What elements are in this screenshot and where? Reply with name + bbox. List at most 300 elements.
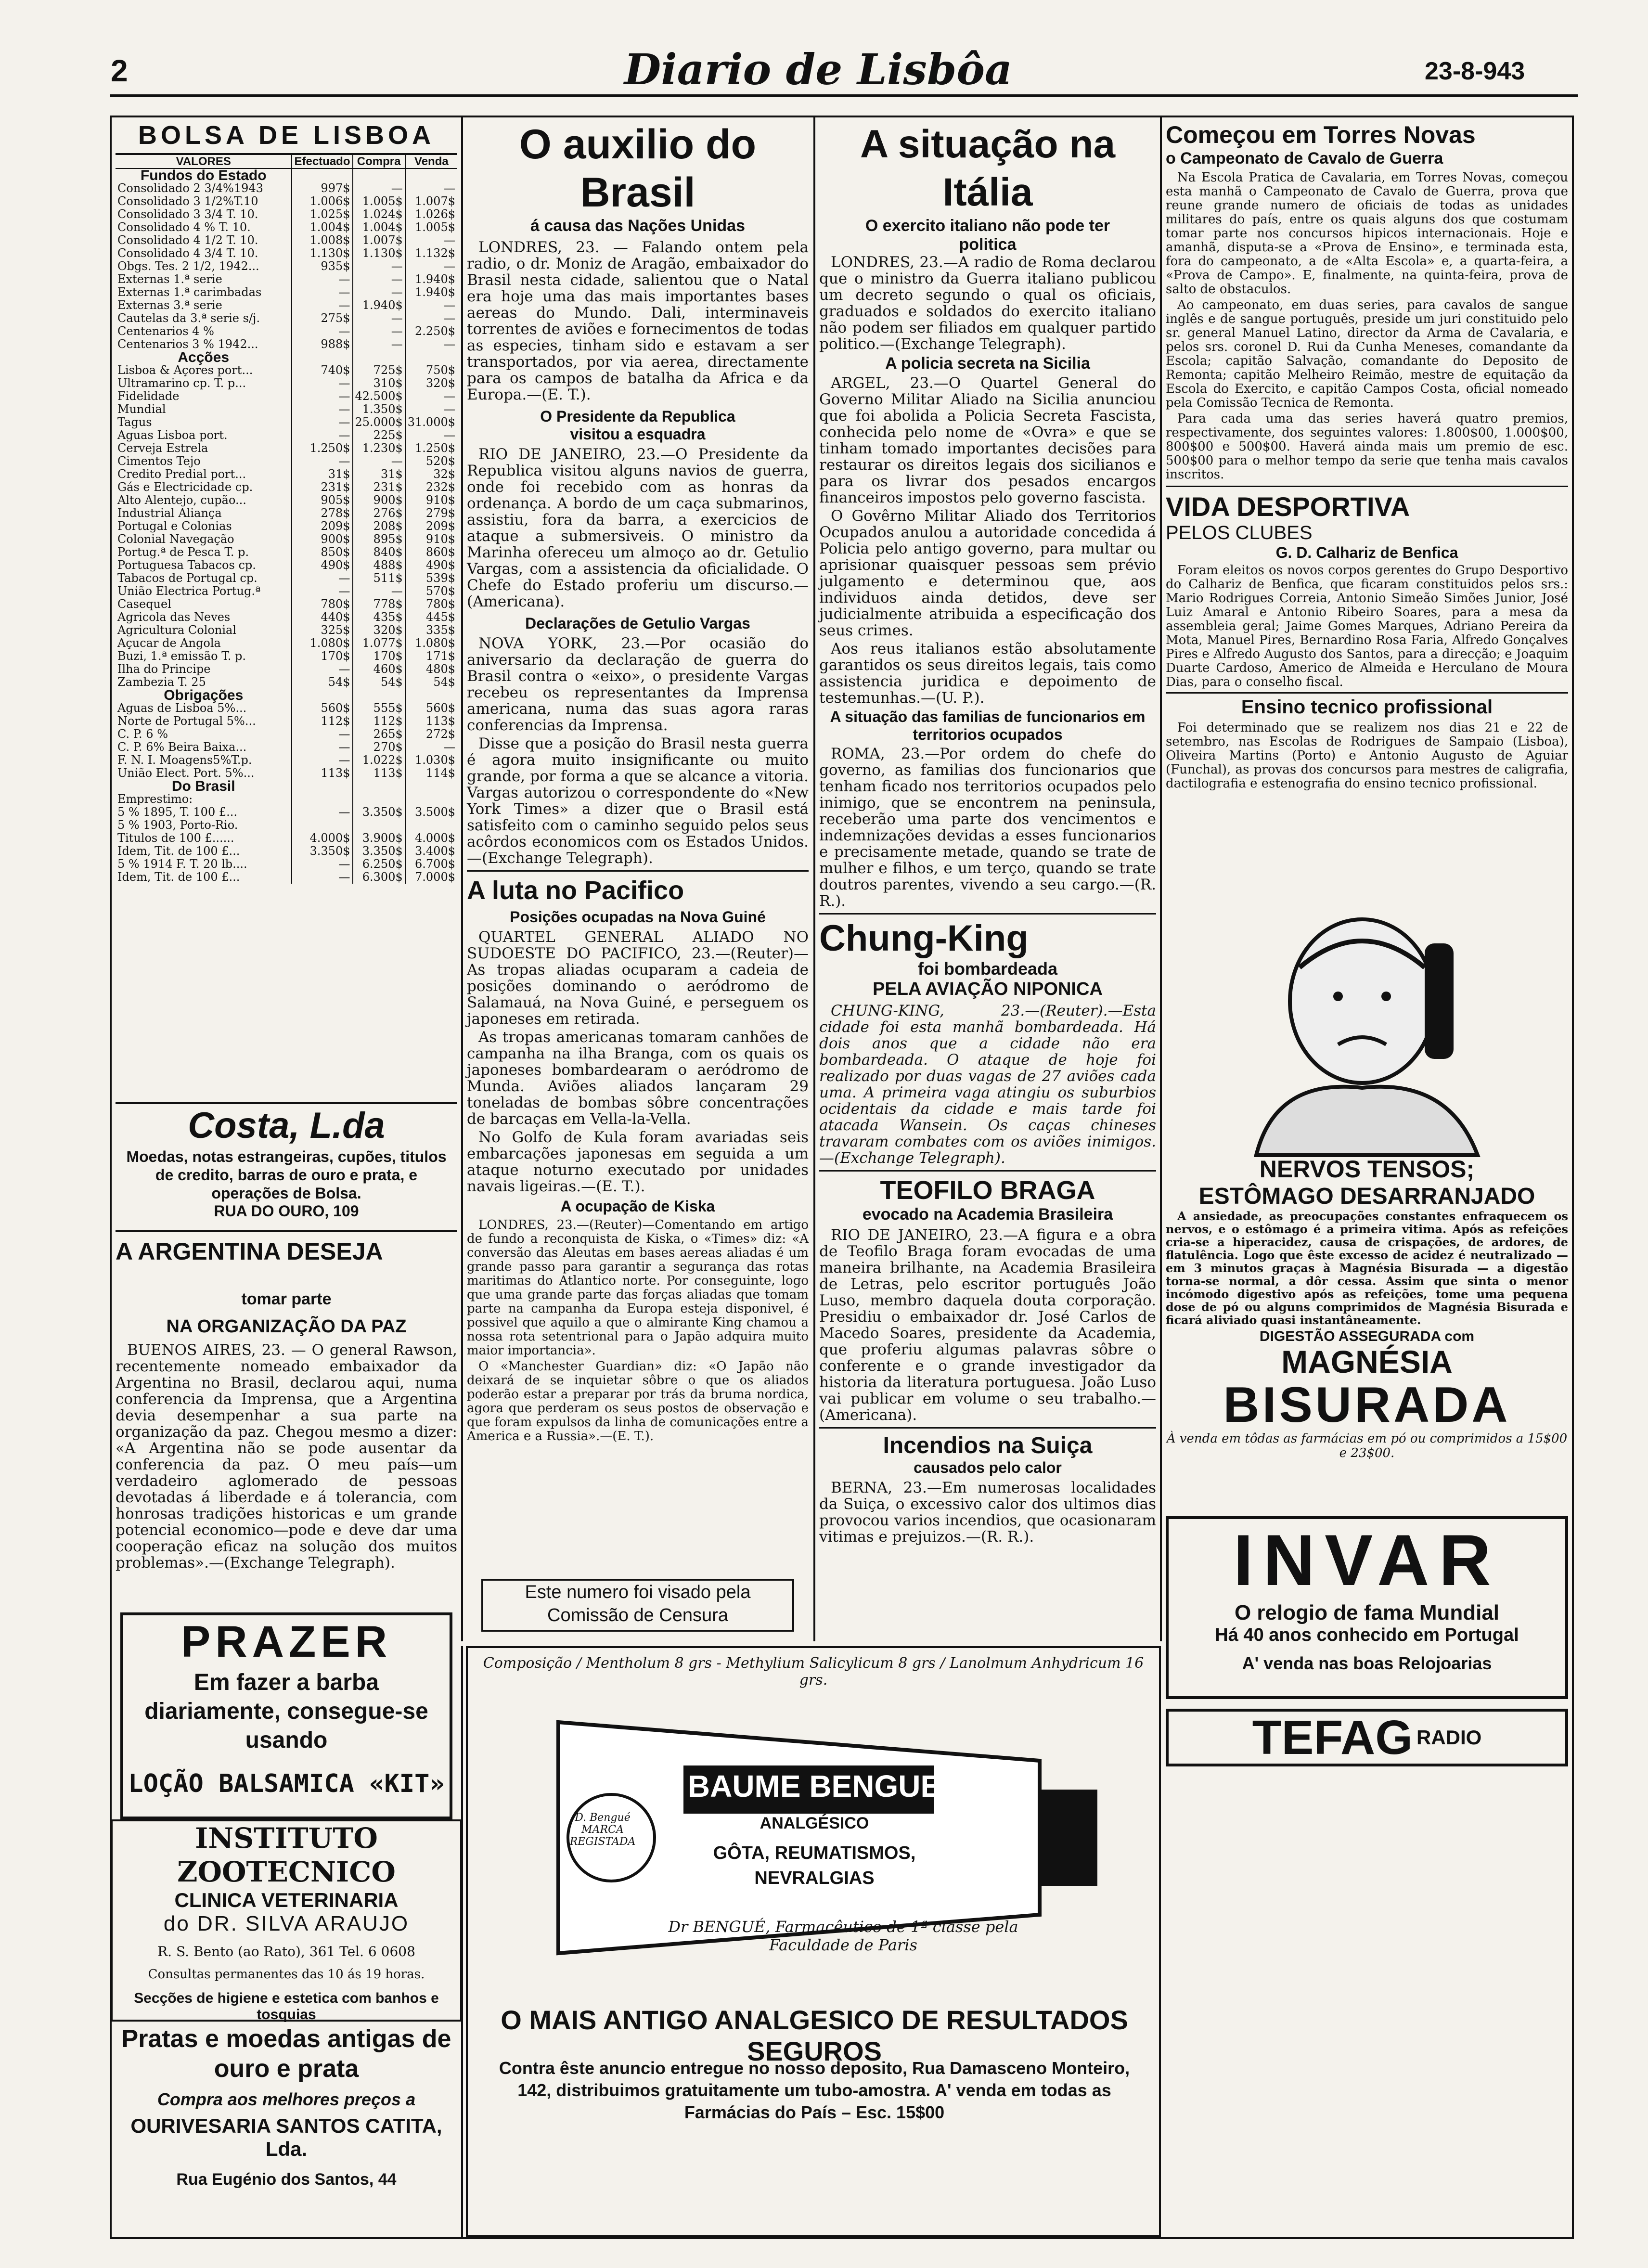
argentina-sub1: tomar parte bbox=[241, 1290, 332, 1308]
costa-name: Costa, L.da bbox=[188, 1105, 385, 1146]
table-row bbox=[116, 676, 457, 689]
table-row bbox=[116, 663, 457, 676]
table-row bbox=[116, 442, 457, 455]
bolsa-price-cell: 31.000$ bbox=[405, 416, 457, 429]
pacifico-body2: As tropas americanas tomaram canhões de campanha na ilha Branga, com os quais os japoneses bombardearam o aeródromo de Munda. Aviões aliados lançaram 29 toneladas de bombas sôbre concentrações de barcaças em Vella-la-Vella. bbox=[467, 1029, 809, 1128]
illustration-head bbox=[1290, 919, 1434, 1083]
presidente-title: O Presidente da Republica bbox=[540, 408, 735, 425]
bolsa-price-cell: 7.000$ bbox=[405, 871, 457, 884]
table-row bbox=[116, 182, 457, 195]
table-row bbox=[116, 234, 457, 247]
italia-title: A situação na Itália bbox=[860, 122, 1116, 214]
table-row bbox=[116, 715, 457, 728]
censura-box bbox=[481, 1579, 794, 1632]
bolsa-price-cell: 910$ bbox=[405, 494, 457, 507]
brasil-subtitle: á causa das Nações Unidas bbox=[530, 217, 745, 235]
table-row bbox=[116, 377, 457, 390]
table-row bbox=[116, 546, 457, 559]
argentina-body: BUENOS AIRES, 23. — O general Rawson, recentemente nomeado embaixador da Argentina no Brasil, declarou aqui, numa conferencia da Imprensa, que a Argentina devia desempenhar a sua parte na organização da paz. Chegou mesmo a dizer: «A Argentina não se pode ausentar da conferencia da paz. O meu país—um verdadeiro aglomerado de pessoas devotadas á liberdade e á tolerancia, com honrosas tradições historicas e um grande potencial economico—pode e deve dar uma cooperação eficaz na solução dos muitos problemas».—(Exchange Telegraph). bbox=[116, 1341, 457, 1572]
bolsa-price-cell: 1.005$ bbox=[405, 221, 457, 234]
desportiva-sub2: G. D. Calhariz de Benfica bbox=[1275, 544, 1458, 561]
bolsa-stock-name: União Electrica Portug.ª bbox=[117, 584, 261, 598]
bolsa-price-cell: 1.006$ bbox=[292, 195, 352, 208]
bolsa-price-cell: 1.025$ bbox=[292, 208, 352, 221]
bolsa-price-cell: 209$ bbox=[292, 520, 352, 533]
bolsa-stock-name: F. N. I. Moagens5%T.p. bbox=[117, 753, 252, 767]
chungking-rule bbox=[819, 913, 1156, 915]
bolsa-price-cell: 113$ bbox=[405, 715, 457, 728]
table-row bbox=[116, 754, 457, 767]
bolsa-price-cell: 320$ bbox=[353, 624, 405, 637]
kiska-title: A ocupação de Kiska bbox=[560, 1198, 715, 1215]
bolsa-price-cell: 310$ bbox=[353, 377, 405, 390]
bisurada-brand2: BISURADA bbox=[1223, 1377, 1511, 1433]
bolsa-price-cell: 1.080$ bbox=[405, 637, 457, 650]
invar-ad bbox=[1166, 1516, 1568, 1699]
tefag-ad bbox=[1166, 1709, 1568, 1766]
bolsa-price-cell bbox=[353, 793, 405, 806]
bolsa-price-cell: 6.250$ bbox=[353, 858, 405, 871]
bolsa-stock-name: Titulos de 100 £...... bbox=[117, 831, 234, 845]
bolsa-table bbox=[116, 155, 457, 884]
teofilo-body: RIO DE JANEIRO, 23.—A figura e a obra de Teofilo Braga foram evocadas de uma maneira brilhante, na Academia Brasileira de Letras, pelo escritor português João Luso, membro daquela douta corporação. Presidiu o embaixador dr. José Carlos de Macedo Soares, presidente da Academia, que proferiu algumas palavras sôbre o conferente e o grande investigador da historia da literatura portuguesa. João Luso vai publicar em volume o seu trabalho.—(Americana). bbox=[819, 1226, 1156, 1424]
bolsa-price-cell: 490$ bbox=[292, 559, 352, 572]
instituto-title: INSTITUTO ZOOTECNICO bbox=[177, 1822, 396, 1888]
bolsa-price-cell: 32$ bbox=[405, 468, 457, 481]
bolsa-price-cell: 209$ bbox=[405, 520, 457, 533]
table-row bbox=[116, 858, 457, 871]
bolsa-price-cell: 1.940$ bbox=[353, 299, 405, 312]
bolsa-price-cell: — bbox=[292, 429, 352, 442]
prazer-product: LOÇÃO BALSAMICA «KIT» bbox=[128, 1769, 445, 1798]
bolsa-price-cell: 112$ bbox=[292, 715, 352, 728]
telephone-icon bbox=[1425, 943, 1454, 1059]
col-rule-1 bbox=[461, 116, 463, 1641]
bolsa-price-cell: — bbox=[292, 377, 352, 390]
bisurada-ad bbox=[1166, 905, 1568, 1511]
bolsa-price-cell: 113$ bbox=[292, 767, 352, 780]
bolsa-stock-name: Consolidado 4 3/4 T. 10. bbox=[117, 246, 258, 260]
table-row bbox=[116, 468, 457, 481]
bolsa-price-cell: 1.022$ bbox=[353, 754, 405, 767]
bolsa-price-cell: 740$ bbox=[292, 364, 352, 377]
bolsa-stock-name: 5 % 1895, T. 100 £... bbox=[117, 805, 237, 819]
bengue-composition: Composição / Mentholum 8 grs - Methylium Salicylicum 8 grs / Lanolmum Anhydricum 16 grs. bbox=[483, 1655, 1144, 1688]
bolsa-price-cell: 490$ bbox=[405, 559, 457, 572]
costa-address: RUA DO OURO, 109 bbox=[214, 1202, 359, 1220]
table-row bbox=[116, 208, 457, 221]
table-row bbox=[116, 559, 457, 572]
bolsa-price-cell: 270$ bbox=[353, 741, 405, 754]
bolsa-price-cell: 750$ bbox=[405, 364, 457, 377]
bolsa-stock-name: Alto Alentejo, cupão... bbox=[117, 493, 246, 507]
bengue-body: Contra êste anuncio entregue no nosso deposito, Rua Damasceno Monteiro, 142, distribuimos gratuitamente um tubo-amostra. A' venda em todas as Farmácias do País – Esc. 15$00 bbox=[499, 2058, 1130, 2122]
tefag-suffix: RADIO bbox=[1416, 1726, 1482, 1749]
bolsa-price-cell: 1.080$ bbox=[292, 637, 352, 650]
bolsa-empty-cell bbox=[405, 689, 457, 702]
pacifico-subtitle: Posições ocupadas na Nova Guiné bbox=[510, 908, 766, 926]
chungking-title: Chung-King bbox=[819, 918, 1029, 959]
invar-line1: O relogio de fama Mundial bbox=[1234, 1601, 1500, 1624]
bolsa-price-cell: 1.077$ bbox=[353, 637, 405, 650]
bolsa-price-cell: — bbox=[405, 299, 457, 312]
bolsa-price-cell: — bbox=[292, 754, 352, 767]
table-row bbox=[116, 325, 457, 338]
costa-ad bbox=[116, 1102, 457, 1232]
bolsa-stock-name: Cerveja Estrela bbox=[117, 441, 208, 455]
bengue-seal: D. Bengué MARCA REGISTADA bbox=[569, 1812, 636, 1848]
bolsa-section-name: Acções bbox=[178, 349, 230, 365]
desportiva-sub1: PELOS CLUBES bbox=[1166, 522, 1313, 543]
bolsa-price-cell: 555$ bbox=[353, 702, 405, 715]
tube-cap bbox=[1040, 1790, 1097, 1886]
argentina-sub2: NA ORGANIZAÇÃO DA PAZ bbox=[166, 1316, 407, 1337]
table-row bbox=[116, 273, 457, 286]
chungking-body: CHUNG-KING, 23.—(Reuter).—Esta cidade foi esta manhã bombardeada. Há dois anos que a cidade não era bombardeada. O ataque de hoje foi realizado por duas vagas de 27 aviões cada uma. A primeira vaga atingiu os suburbios ocidentais da cidade e mais tarde foi atacada Wansein. Os caças chineses travaram combates com os aviões inimigos.—(Exchange Telegraph). bbox=[819, 1002, 1156, 1167]
bisurada-headline2: ESTÔMAGO DESARRANJADO bbox=[1198, 1184, 1535, 1209]
table-row bbox=[116, 845, 457, 858]
bolsa-price-cell: — bbox=[405, 429, 457, 442]
sicilia-body2: O Govêrno Militar Aliado dos Territorios Ocupados anulou a autoridade concedida á Policia pelo antigo governo, para multar ou aprisionar quaisquer pessoas sem prévio julgamento e determinou que, aos individuos ainda detidos, deve ser judicialmente atribuida a especificação dos seus crimes. bbox=[819, 507, 1156, 639]
italia-body: LONDRES, 23.—A radio de Roma declarou que o ministro da Guerra italiano publicou um decreto segundo o qual os oficiais, graduados e soldados do exercito italiano não podem ser filiados em qualquer partido politico.—(Exchange Telegraph). bbox=[819, 254, 1156, 353]
tefag-brand: TEFAG bbox=[1252, 1710, 1413, 1765]
col-rule-2 bbox=[813, 116, 815, 1641]
bolsa-price-cell: 231$ bbox=[353, 481, 405, 494]
bolsa-price-cell: — bbox=[292, 299, 352, 312]
bolsa-price-cell: 3.350$ bbox=[353, 845, 405, 858]
pratas-title: Pratas e moedas antigas de ouro e prata bbox=[121, 2025, 451, 2083]
bolsa-price-cell: 113$ bbox=[353, 767, 405, 780]
bolsa-stock-name: Tabacos de Portugal cp. bbox=[117, 571, 258, 585]
bolsa-price-cell: — bbox=[353, 182, 405, 195]
bolsa-stock-name: Externas 1.ª carimbadas bbox=[117, 285, 262, 299]
bolsa-price-cell: — bbox=[405, 403, 457, 416]
bolsa-price-cell: — bbox=[405, 312, 457, 325]
bolsa-price-cell bbox=[292, 793, 352, 806]
argentina-title: A ARGENTINA DESEJA bbox=[116, 1238, 383, 1265]
bolsa-price-cell: 480$ bbox=[405, 663, 457, 676]
bolsa-title: BOLSA DE LISBOA bbox=[116, 120, 457, 155]
invar-line2: Há 40 anos conhecido em Portugal bbox=[1215, 1625, 1519, 1645]
bolsa-empty-cell bbox=[353, 780, 405, 793]
bolsa-price-cell: 1.008$ bbox=[292, 234, 352, 247]
bengue-maker: Dr BENGUÉ, Farmacêutico de 1ª classe pela Faculdade de Paris bbox=[668, 1918, 1018, 1954]
pratas-ad bbox=[111, 2024, 462, 2236]
bolsa-stock-name: Açucar de Angola bbox=[117, 636, 221, 650]
bolsa-stock-name: Credito Predial port... bbox=[117, 467, 246, 481]
bolsa-price-cell: 31$ bbox=[353, 468, 405, 481]
bolsa-price-cell: 1.130$ bbox=[353, 247, 405, 260]
bengue-headline: O MAIS ANTIGO ANALGESICO DE RESULTADOS SEGUROS bbox=[501, 2005, 1128, 2066]
bolsa-price-cell: — bbox=[353, 260, 405, 273]
bengue-ad bbox=[466, 1646, 1161, 2237]
bolsa-price-cell: 1.940$ bbox=[405, 273, 457, 286]
chungking-sub2: PELA AVIAÇÃO NIPONICA bbox=[873, 979, 1103, 999]
bolsa-price-cell: 3.500$ bbox=[405, 806, 457, 819]
bolsa-stock-name: Idem, Tit. de 100 £... bbox=[117, 870, 240, 884]
bolsa-price-cell: 335$ bbox=[405, 624, 457, 637]
bolsa-price-cell: — bbox=[353, 585, 405, 598]
bolsa-section-name: Obrigações bbox=[164, 687, 244, 703]
bolsa-price-cell bbox=[353, 819, 405, 832]
bolsa-stock-name: Idem, Tit. de 100 £... bbox=[117, 844, 240, 858]
column-4 bbox=[1166, 120, 1568, 900]
kiska-body2: O «Manchester Guardian» diz: «O Japão não deixará de se inquietar sôbre o que os aliados poderão estar a preparar por trás da bruma nordica, agora que perderam os seus postos de observação e que foram expulsos da linha de comunicações entre a America e a Russia».—(E. T.). bbox=[467, 1359, 809, 1443]
prazer-title: PRAZER bbox=[180, 1617, 392, 1666]
bolsa-price-cell: 780$ bbox=[405, 598, 457, 611]
bolsa-stock-name: Mundial bbox=[117, 402, 166, 416]
instituto-doctor: do DR. SILVA ARAUJO bbox=[163, 1912, 410, 1935]
torres-title: Começou em Torres Novas bbox=[1166, 121, 1476, 148]
bisurada-body: A ansiedade, as preocupações constantes enfraquecem os nervos, e o estômago é a primeira vitima. Após as refeições cria-se a hiperacidez, causa de crispações, de ardores, de flatulência. Logo que êste excesso de acidez é neutralizado — em 3 minutos graças à Magnésia Bisurada — a digestão torna-se normal, a dôr cessa. Assim que sinta o menor incómodo digestivo após as refeições, tome uma pequena dose de pó ou alguns comprimidos de Magnésia Bisurada e ficará aliviado quasi instantâneamente. bbox=[1166, 1209, 1568, 1327]
bolsa-price-cell: — bbox=[292, 390, 352, 403]
bolsa-price-cell: — bbox=[405, 390, 457, 403]
ensino-title: Ensino tecnico profissional bbox=[1166, 692, 1568, 718]
bolsa-stock-name: União Elect. Port. 5%... bbox=[117, 766, 255, 780]
column-2 bbox=[467, 120, 809, 1641]
bolsa-price-cell: 520$ bbox=[405, 455, 457, 468]
bolsa-empty-cell bbox=[353, 168, 405, 182]
bolsa-stock-name: Consolidado 4 1/2 T. 10. bbox=[117, 233, 258, 247]
pacifico-body1: QUARTEL GENERAL ALIADO NO SUDOESTE DO PACIFICO, 23.—(Reuter)—As tropas aliadas ocuparam a cadeia de posições dominando o aeródromo de Salamauá, na Nova Guiné, e perseguem os japoneses em retirada. bbox=[467, 928, 809, 1028]
col-compra: Compra bbox=[353, 155, 405, 168]
table-row bbox=[116, 403, 457, 416]
bolsa-stock-name: Portuguesa Tabacos cp. bbox=[117, 558, 256, 572]
bolsa-price-cell: 778$ bbox=[353, 598, 405, 611]
costa-text: Moedas, notas estrangeiras, cupões, titulos de credito, barras de ouro e prata, e operações de Bolsa. bbox=[126, 1148, 447, 1202]
bolsa-price-cell bbox=[405, 793, 457, 806]
bolsa-section-header bbox=[116, 780, 457, 793]
table-row bbox=[116, 507, 457, 520]
bolsa-price-cell: 320$ bbox=[405, 377, 457, 390]
table-row bbox=[116, 611, 457, 624]
bolsa-empty-cell bbox=[292, 168, 352, 182]
bolsa-stock-name: Aguas Lisboa port. bbox=[117, 428, 228, 442]
pratas-line: Compra aos melhores preços a bbox=[157, 2089, 416, 2109]
bolsa-price-cell: 54$ bbox=[292, 676, 352, 689]
bolsa-stock-name: Obgs. Tes. 2 1/2, 1942... bbox=[117, 259, 259, 273]
bisurada-footer: À venda em tôdas as farmácias em pó ou comprimidos a 15$00 e 23$00. bbox=[1166, 1431, 1568, 1460]
teofilo-title: TEOFILO BRAGA bbox=[880, 1176, 1095, 1205]
bolsa-price-cell: 112$ bbox=[353, 715, 405, 728]
bolsa-stock-name: Externas 1.ª serie bbox=[117, 272, 222, 286]
bolsa-stock-name: Centenarios 4 % bbox=[117, 324, 214, 338]
bolsa-price-cell: 1.350$ bbox=[353, 403, 405, 416]
bolsa-price-cell: 275$ bbox=[292, 312, 352, 325]
bolsa-price-cell: — bbox=[292, 741, 352, 754]
bolsa-price-cell: 4.000$ bbox=[405, 832, 457, 845]
bolsa-price-cell: 440$ bbox=[292, 611, 352, 624]
pratas-shop: OURIVESARIA SANTOS CATITA, Lda. bbox=[130, 2114, 442, 2160]
bolsa-section-header bbox=[116, 168, 457, 182]
col-valores: VALORES bbox=[116, 155, 292, 168]
desportiva-body: Foram eleitos os novos corpos gerentes do Grupo Desportivo do Calhariz de Benfica, que ficaram constituidos pelos srs.: Mario Rodrigues Correia, Antonio Simeão Simões Junior, José Luiz Amaral e Antonio Ribeiro Soares, para a mesa da assembleia geral; Jaime Gomes Marques, Adriano Pereira da Mota, Manuel Pires, Bernardino Rosa Faria, Alfredo Gonçalves Pires e Alfredo Augusto dos Santos, para a direcção; e Joaquim Duarte Cardoso, Americo de Almeida e Herculano de Moura Dias, para o conselho fiscal. bbox=[1166, 563, 1568, 689]
bolsa-price-cell: — bbox=[292, 273, 352, 286]
table-row bbox=[116, 637, 457, 650]
bolsa-stock-name: Ilha do Principe bbox=[117, 662, 211, 676]
bolsa-price-cell: 54$ bbox=[405, 676, 457, 689]
bolsa-price-cell: 279$ bbox=[405, 507, 457, 520]
bolsa-stock-name: Consolidado 3 1/2%T.10 bbox=[117, 194, 258, 208]
torres-body2: Ao campeonato, em duas series, para cavalos de sangue inglês e de sangue português, preside um juri constituido pelo sr. general Manuel Latino, director da Arma de Cavalaria, e pelos srs. coronel D. Rui da Cunha Meneses, comandante da Escola; capitão Salvação, comandante do Deposito de Remonta; capitão Melheiro Reimão, mestre de equitação da Escola do Exercito, e capitão Campos Costa, oficial nomeado pela Comissão Tecnica de Remonta. bbox=[1166, 298, 1568, 410]
bolsa-price-cell: 570$ bbox=[405, 585, 457, 598]
bolsa-price-cell: 3.350$ bbox=[292, 845, 352, 858]
instituto-subtitle: CLINICA VETERINARIA bbox=[174, 1889, 399, 1911]
bolsa-price-cell: 1.026$ bbox=[405, 208, 457, 221]
table-row bbox=[116, 429, 457, 442]
bolsa-price-cell: — bbox=[292, 572, 352, 585]
bolsa-price-cell: 272$ bbox=[405, 728, 457, 741]
man-on-phone-illustration bbox=[1218, 905, 1516, 1155]
table-row bbox=[116, 455, 457, 468]
bolsa-empty-cell bbox=[292, 351, 352, 364]
bolsa-price-cell bbox=[292, 819, 352, 832]
table-row bbox=[116, 221, 457, 234]
bolsa-price-cell: 1.130$ bbox=[292, 247, 352, 260]
bolsa-price-cell: 276$ bbox=[353, 507, 405, 520]
bolsa-stock-name: Gás e Electricidade cp. bbox=[117, 480, 253, 494]
bolsa-stock-name: Zambezia T. 25 bbox=[117, 675, 206, 689]
table-row bbox=[116, 793, 457, 806]
bolsa-price-cell: 278$ bbox=[292, 507, 352, 520]
bolsa-price-cell: 325$ bbox=[292, 624, 352, 637]
bolsa-price-cell: 560$ bbox=[405, 702, 457, 715]
col-venda: Venda bbox=[405, 155, 457, 168]
incendios-body: BERNA, 23.—Em numerosas localidades da Suiça, o excessivo calor dos ultimos dias provocou varios incendios, que ocasionaram vitimas e prejuizos.—(R. R.). bbox=[819, 1479, 1156, 1546]
bolsa-section-name: Fundos do Estado bbox=[140, 168, 267, 183]
table-row bbox=[116, 299, 457, 312]
table-row bbox=[116, 247, 457, 260]
bolsa-price-cell: 31$ bbox=[292, 468, 352, 481]
bolsa-price-cell bbox=[405, 819, 457, 832]
table-row bbox=[116, 533, 457, 546]
issue-date: 23-8-943 bbox=[1425, 57, 1525, 85]
bolsa-stock-name: C. P. 6% Beira Baixa... bbox=[117, 740, 247, 754]
frame-bottom bbox=[110, 2237, 1574, 2239]
bolsa-price-cell: 539$ bbox=[405, 572, 457, 585]
vargas-body1: NOVA YORK, 23.—Por ocasião do aniversario da declaração de guerra do Brasil contra o «eixo», o presidente Vargas recebeu os representantes da Imprensa americana, numa das suas agora raras conferencias da Imprensa. bbox=[467, 635, 809, 734]
table-row bbox=[116, 819, 457, 832]
familias-body: ROMA, 23.—Por ordem do chefe do governo, as familias dos funcionarios que tenham ficado nos territorios ocupados pelo inimigo, que se encontrem na peninsula, receberão uma parte dos vencimentos e indemnizações devidas a esses funcionarios e precisamente metade, quando se trate de mulher e filhos, e um terço, quando se trate doutros parentes, vivendo a seu cargo.—(R. R.). bbox=[819, 745, 1156, 910]
pacifico-rule bbox=[467, 870, 809, 872]
bolsa-price-cell: 780$ bbox=[292, 598, 352, 611]
bolsa-price-cell: 6.700$ bbox=[405, 858, 457, 871]
pacifico-title: A luta no Pacifico bbox=[467, 876, 684, 905]
bolsa-price-cell: — bbox=[292, 663, 352, 676]
bolsa-price-cell: 231$ bbox=[292, 481, 352, 494]
bolsa-price-cell: 3.900$ bbox=[353, 832, 405, 845]
teofilo-rule bbox=[819, 1170, 1156, 1172]
table-row bbox=[116, 195, 457, 208]
bolsa-price-cell: — bbox=[292, 728, 352, 741]
bolsa-price-cell: — bbox=[405, 182, 457, 195]
table-row bbox=[116, 286, 457, 299]
incendios-title: Incendios na Suiça bbox=[883, 1433, 1093, 1458]
bolsa-price-cell: 560$ bbox=[292, 702, 352, 715]
bolsa-price-cell: 988$ bbox=[292, 338, 352, 351]
bengue-uses: GÔTA, REUMATISMOS, NEVRALGIAS bbox=[713, 1843, 916, 1888]
table-row bbox=[116, 416, 457, 429]
bolsa-price-cell: 6.300$ bbox=[353, 871, 405, 884]
vargas-title: Declarações de Getulio Vargas bbox=[525, 615, 750, 632]
bolsa-price-cell: 208$ bbox=[353, 520, 405, 533]
bolsa-price-cell: — bbox=[405, 260, 457, 273]
bolsa-price-cell: — bbox=[292, 286, 352, 299]
incendios-rule bbox=[819, 1427, 1156, 1429]
vargas-body2: Disse que a posição do Brasil nesta guerra é agora muito insignificante ou muito grande, por forma a que se alcance a vitoria. Vargas autorizou o correspondente do «New York Times» a dizer que o Brasil está satisfeito com o caminho seguido pelos seus acôrdos economicos com os Estados Unidos.—(Exchange Telegraph). bbox=[467, 735, 809, 867]
bisurada-headline1: NERVOS TENSOS; bbox=[1259, 1156, 1475, 1183]
table-row bbox=[116, 624, 457, 637]
bolsa-stock-name: Portugal e Colonias bbox=[117, 519, 232, 533]
bolsa-price-cell: — bbox=[353, 286, 405, 299]
bolsa-price-cell: 435$ bbox=[353, 611, 405, 624]
header-rule bbox=[110, 94, 1578, 97]
bolsa-stock-name: Tagus bbox=[117, 415, 152, 429]
sicilia-body3: Aos reus italianos estão absolutamente garantidos os seus direitos legais, tais como assistencia juridica e depoimento de testemunhas.—(U. P.). bbox=[819, 640, 1156, 707]
table-row bbox=[116, 650, 457, 663]
bolsa-stock-name: Buzi, 1.ª emissão T. p. bbox=[117, 649, 246, 663]
page-header bbox=[0, 0, 1648, 96]
torres-subtitle: o Campeonato de Cavalo de Guerra bbox=[1166, 149, 1443, 168]
bolsa-price-cell: 2.250$ bbox=[405, 325, 457, 338]
bolsa-price-cell: 935$ bbox=[292, 260, 352, 273]
bolsa-price-cell: 1.250$ bbox=[405, 442, 457, 455]
bolsa-price-cell: — bbox=[405, 338, 457, 351]
bolsa-stock-name: Agricola das Neves bbox=[117, 610, 231, 624]
col-rule-3 bbox=[1160, 116, 1162, 1641]
bisurada-tag: DIGESTÃO ASSEGURADA com bbox=[1259, 1328, 1475, 1344]
bolsa-price-cell: 460$ bbox=[353, 663, 405, 676]
invar-brand: INVAR bbox=[1233, 1520, 1501, 1600]
table-row bbox=[116, 806, 457, 819]
table-row bbox=[116, 520, 457, 533]
bolsa-price-cell: 488$ bbox=[353, 559, 405, 572]
instituto-ad bbox=[111, 1819, 462, 2022]
pacifico-body3: No Golfo de Kula foram avariadas seis embarcações japonesas em seguida a um ataque noturno executado por unidades navais ligeiras.—(E. T.). bbox=[467, 1129, 809, 1195]
bolsa-price-cell: 225$ bbox=[353, 429, 405, 442]
bolsa-price-cell: 445$ bbox=[405, 611, 457, 624]
masthead: Diario de Lisbôa bbox=[624, 44, 1013, 94]
censura-text: Este numero foi visado pela Comissão de Censura bbox=[525, 1582, 751, 1625]
table-row bbox=[116, 767, 457, 780]
instituto-hours: Consultas permanentes das 10 ás 19 horas. bbox=[148, 1967, 425, 1982]
bolsa-empty-cell bbox=[405, 168, 457, 182]
illustration-eye-left bbox=[1333, 992, 1343, 1001]
bolsa-stock-name: Centenarios 3 % 1942... bbox=[117, 337, 258, 351]
bolsa-price-cell: 3.350$ bbox=[353, 806, 405, 819]
bolsa-section-header bbox=[116, 351, 457, 364]
presidente-subtitle: visitou a esquadra bbox=[570, 425, 706, 443]
bolsa-price-cell: — bbox=[353, 455, 405, 468]
bolsa-section-name: Do Brasil bbox=[171, 778, 235, 794]
bolsa-empty-cell bbox=[292, 780, 352, 793]
chungking-sub1: foi bombardeada bbox=[917, 959, 1058, 979]
bolsa-price-cell: — bbox=[405, 741, 457, 754]
bolsa-stock-name: Consolidado 2 3/4%1943 bbox=[117, 181, 263, 195]
bolsa-price-cell: 54$ bbox=[353, 676, 405, 689]
desportiva-rule bbox=[1166, 486, 1568, 487]
bolsa-price-cell: 1.250$ bbox=[292, 442, 352, 455]
table-row bbox=[116, 598, 457, 611]
bolsa-stock-name: Consolidado 3 3/4 T. 10. bbox=[117, 207, 258, 221]
bolsa-stock-name: Agricultura Colonial bbox=[117, 623, 236, 637]
bolsa-price-cell: — bbox=[292, 585, 352, 598]
bolsa-price-cell: 25.000$ bbox=[353, 416, 405, 429]
bolsa-price-cell: 171$ bbox=[405, 650, 457, 663]
bolsa-empty-cell bbox=[405, 351, 457, 364]
bolsa-price-cell: 4.000$ bbox=[292, 832, 352, 845]
prazer-ad bbox=[120, 1612, 452, 1819]
